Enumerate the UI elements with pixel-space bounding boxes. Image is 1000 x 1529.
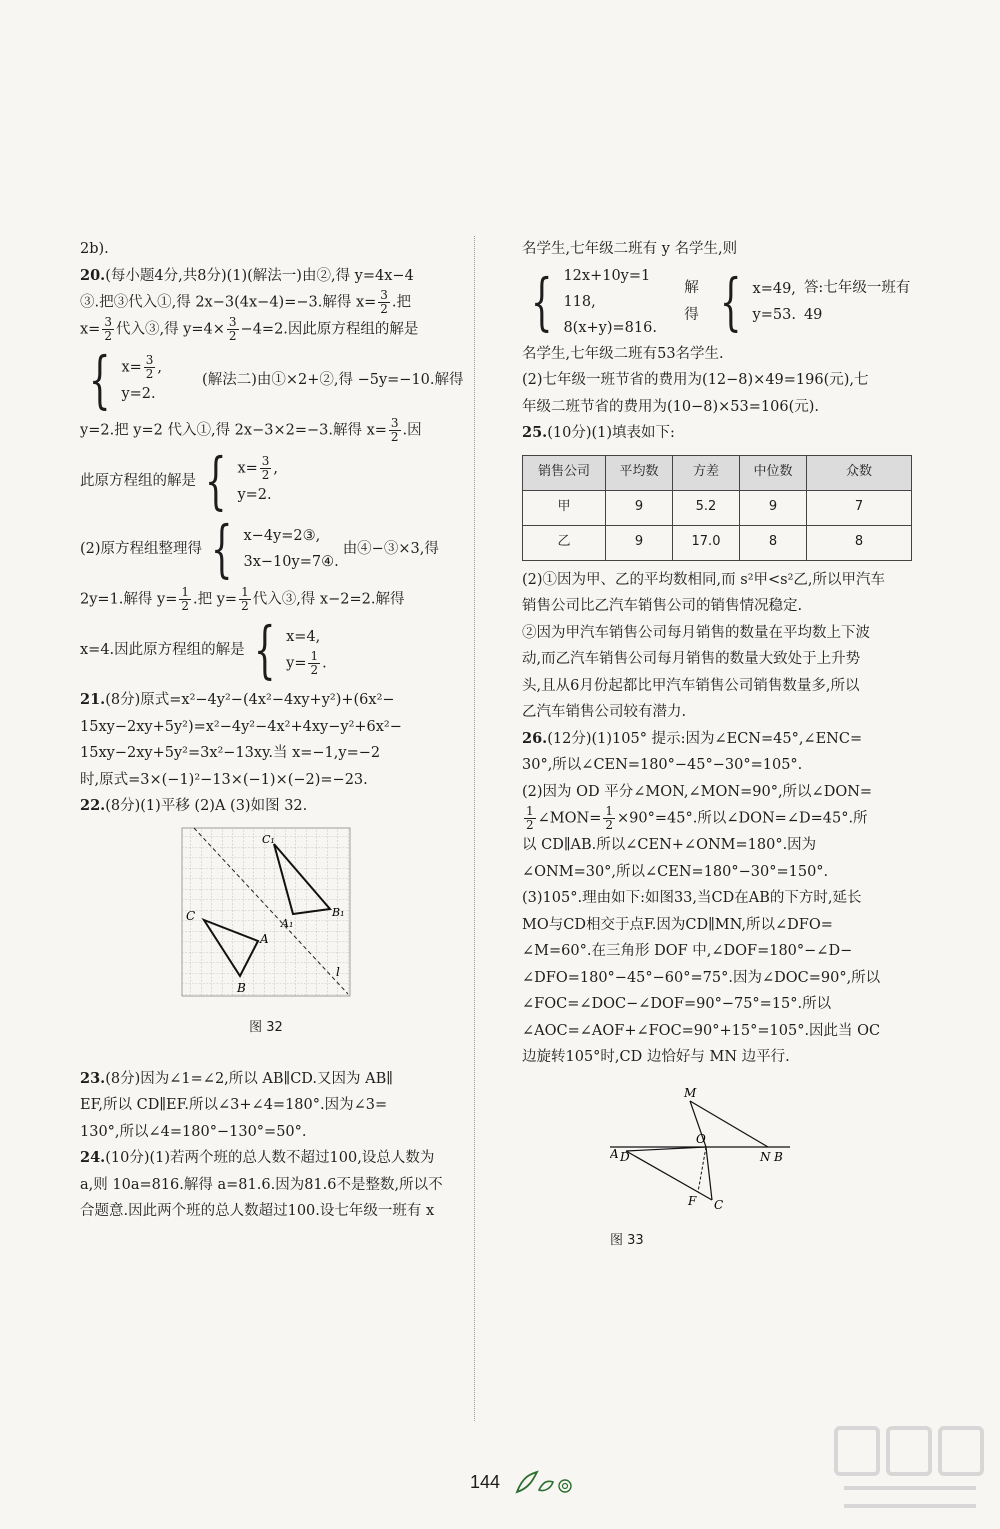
label-a1: A₁ [281, 916, 294, 930]
text-line: EF,所以 CD∥EF.所以∠3+∠4=180°.因为∠3= [80, 1097, 388, 1113]
text-line: 30°,所以∠CEN=180°−45°−30°=105°. [522, 757, 803, 773]
label-a: A [610, 1146, 619, 1161]
text: 代入③,得 y=4× [115, 321, 225, 338]
label-l: l [336, 964, 340, 979]
equation-system: { x= $\frac{3}{2}$ , y=2. (解法二)由①×2+②,得 −5y=−10.解得 [88, 343, 464, 416]
geometry-diagram [610, 1085, 810, 1215]
text-line: ∠AOC=∠AOF+∠FOC=90°+15°=105°.因此当 OC [522, 1022, 881, 1039]
equation-system: x=4.因此原方程组的解是 { x=4, y= $\frac{1}{2}$ . [80, 613, 327, 686]
label-a: A [260, 931, 269, 946]
figure-32 [180, 826, 360, 1042]
text-line: 名学生,七年级二班有53名学生. [522, 345, 724, 362]
text-line [80, 316, 468, 343]
text-line: a,则 10a=816.解得 a=81.6.因为81.6不是整数,所以不 [80, 1176, 443, 1193]
col-header: 平均数 [606, 455, 673, 490]
figure-caption: 图 32 [249, 1020, 283, 1035]
table-cell: 8 [740, 525, 807, 560]
segment-oc [706, 1147, 712, 1200]
text-line: 130°,所以∠4=180°−130°=50°. [80, 1123, 307, 1140]
q25-number: 25. [522, 424, 548, 441]
text-line: (3)105°.理由如下:如图33,当CD在AB的下方时,延长 [522, 890, 862, 906]
text: ③.把③代入①,得 2x−3(4x−4)=−3.解得 x= [80, 294, 377, 311]
text-line: 15xy−2xy+5y²=3x²−13xy.当 x=−1,y=−2 [80, 745, 381, 761]
label-b: B [774, 1149, 783, 1164]
q26-line: 26.(12分)(1)105° 提示:因为∠ECN=45°,∠ENC= [522, 729, 863, 747]
q21-number: 21. [80, 691, 106, 708]
page-number: 144 [470, 1472, 501, 1492]
text-line: ∠FOC=∠DOC−∠DOF=90°−75°=15°.所以 [522, 996, 832, 1012]
table-row [523, 525, 912, 560]
col-header: 中位数 [740, 455, 807, 490]
q24-number: 24. [80, 1149, 106, 1166]
q22-number: 22. [80, 797, 106, 814]
col-header: 方差 [673, 455, 740, 490]
q21-line: 21.(8分)原式=x²−4y²−(4x²−4xy+y²)+(6x²− [80, 691, 395, 708]
q20-line [80, 263, 468, 290]
figure-caption: 图 33 [610, 1233, 644, 1248]
table-cell: 9 [606, 525, 673, 560]
equation-system: (2)原方程组整理得 { x−4y=2③, 3x−10y=7④. 由④−③×3,得 [80, 512, 439, 585]
label-c1: C₁ [262, 832, 275, 846]
fraction: $\frac{3}{2}$ [380, 288, 388, 316]
text-line: 年级二班节省的费用为(10−8)×53=106(元). [522, 398, 819, 415]
text-line: 以 CD∥AB.所以∠CEN+∠ONM=180°.因为 [522, 837, 817, 853]
text-line: ∠M=60°.在三角形 DOF 中,∠DOF=180°−∠D− [522, 943, 853, 959]
text-line: ∠ONM=30°,所以∠CEN=180°−30°=150°. [522, 863, 829, 880]
text-line: 动,而乙汽车销售公司每月销售的数量大致处于上升势 [522, 651, 861, 667]
q25-line: 25.(10分)(1)填表如下: [522, 424, 675, 441]
table-cell: 9 [740, 490, 807, 525]
text-line: (2)七年级一班节省的费用为(12−8)×49=196(元),七 [522, 372, 869, 388]
table-header-row [523, 455, 912, 490]
label-d: D [620, 1149, 630, 1164]
label-c: C [186, 908, 196, 923]
label-f: F [688, 1193, 697, 1208]
equation-system: 此原方程组的解是 { x= $\frac{3}{2}$ , y=2. [80, 444, 279, 517]
column-divider [474, 236, 475, 1421]
text-line: y=2.把 y=2 代入①,得 2x−3×2=−3.解得 x= $\frac{3}{2}$ .因 [80, 416, 422, 444]
stats-table [522, 455, 912, 561]
text-line: ∠DFO=180°−45°−60°=75°.因为∠DOC=90°,所以 [522, 969, 881, 986]
text: (解法二)由①×2+②,得 −5y=−10.解得 [202, 371, 464, 388]
text-line: 时,原式=3×(−1)²−13×(−1)×(−2)=−23. [80, 771, 368, 788]
label-n: N [760, 1149, 771, 1164]
leaf-ornament-icon [513, 1470, 575, 1496]
table-row [523, 490, 912, 525]
table-cell: 17.0 [673, 525, 740, 560]
equation-system: { 12x+10y=1 118, 8(x+y)=816. 解得 { x=49, y=53. 答:七年级一班有 49 [530, 264, 911, 338]
table-cell: 7 [807, 490, 912, 525]
text-line: (2)①因为甲、乙的平均数相同,而 s²甲<s²乙,所以甲汽车 [522, 571, 886, 588]
q24-line: 24.(10分)(1)若两个班的总人数不超过100,设总人数为 [80, 1149, 435, 1166]
col-header: 众数 [807, 455, 912, 490]
text-line: 合题意.因此两个班的总人数超过100.设七年级一班有 x [80, 1203, 435, 1219]
fraction: $\frac{3}{2}$ [228, 315, 237, 343]
text-line: 15xy−2xy+5y²)=x²−4y²−4x²+4xy−y²+6x²− [80, 718, 402, 735]
figure-33 [610, 1085, 810, 1255]
text-line: 名学生,七年级二班有 y 名学生,则 [522, 241, 738, 257]
text-line: 边旋转105°时,CD 边恰好与 MN 边平行. [522, 1049, 790, 1065]
text-line: ③.把③代入①,得 2x−3(4x−4)=−3.解得 x= $\frac{3}{2}$ .把 [80, 288, 412, 316]
text-line: (每小题4分,共8分)(1)(解法一)由②,得 y=4x−4 [105, 267, 414, 284]
text-line: 乙汽车销售公司较有潜力. [522, 704, 687, 720]
text-line: (2)因为 OD 平分∠MON,∠MON=90°,所以∠DON= [522, 783, 873, 800]
q23-number: 23. [80, 1069, 106, 1087]
q26-number: 26. [522, 729, 548, 747]
extension-of [698, 1147, 706, 1192]
q23-line: 23.(8分)因为∠1=∠2,所以 AB∥CD.又因为 AB∥ [80, 1069, 393, 1087]
table-cell: 5.2 [673, 490, 740, 525]
left-column [80, 236, 468, 1225]
watermark-logo-icon [830, 1420, 995, 1525]
right-column [522, 236, 924, 1255]
text: x= [80, 321, 101, 338]
table-cell: 甲 [523, 490, 606, 525]
text-line: 头,且从6月份起都比甲汽车销售公司销售数量多,所以 [522, 677, 860, 694]
col-header: 销售公司 [523, 455, 606, 490]
text-line: MO与CD相交于点F.因为CD∥MN,所以∠DFO= [522, 916, 833, 933]
text-line: 销售公司比乙汽车销售公司的销售情况稳定. [522, 598, 803, 614]
label-c: C [714, 1197, 724, 1212]
text: −4=2.因此原方程组的解是 [240, 321, 419, 338]
label-m: M [684, 1085, 697, 1100]
q20-number: 20. [80, 266, 106, 284]
table-cell: 乙 [523, 525, 606, 560]
text-line: 2y=1.解得 y= $\frac{1}{2}$ .把 y= $\frac{1}{2}$ 代入③,得 x−2=2.解得 [80, 585, 405, 613]
text-line: 2b). [80, 241, 109, 257]
grid-diagram [180, 826, 352, 998]
label-o: O [696, 1131, 706, 1146]
label-b1: B₁ [332, 905, 345, 919]
table-cell: 8 [807, 525, 912, 560]
fraction: $\frac{3}{2}$ [104, 315, 112, 343]
label-b: B [237, 980, 246, 995]
text-line: ②因为甲汽车销售公司每月销售的数量在平均数上下波 [522, 624, 870, 641]
q22-line: 22.(8分)(1)平移 (2)A (3)如图 32. [80, 797, 308, 814]
table-cell: 9 [606, 490, 673, 525]
text-line: $\frac{1}{2}$ ∠MON= $\frac{1}{2}$ ×90°=45°.所以∠DON=∠D=45°.所 [526, 804, 868, 832]
segment-dc [626, 1151, 712, 1200]
